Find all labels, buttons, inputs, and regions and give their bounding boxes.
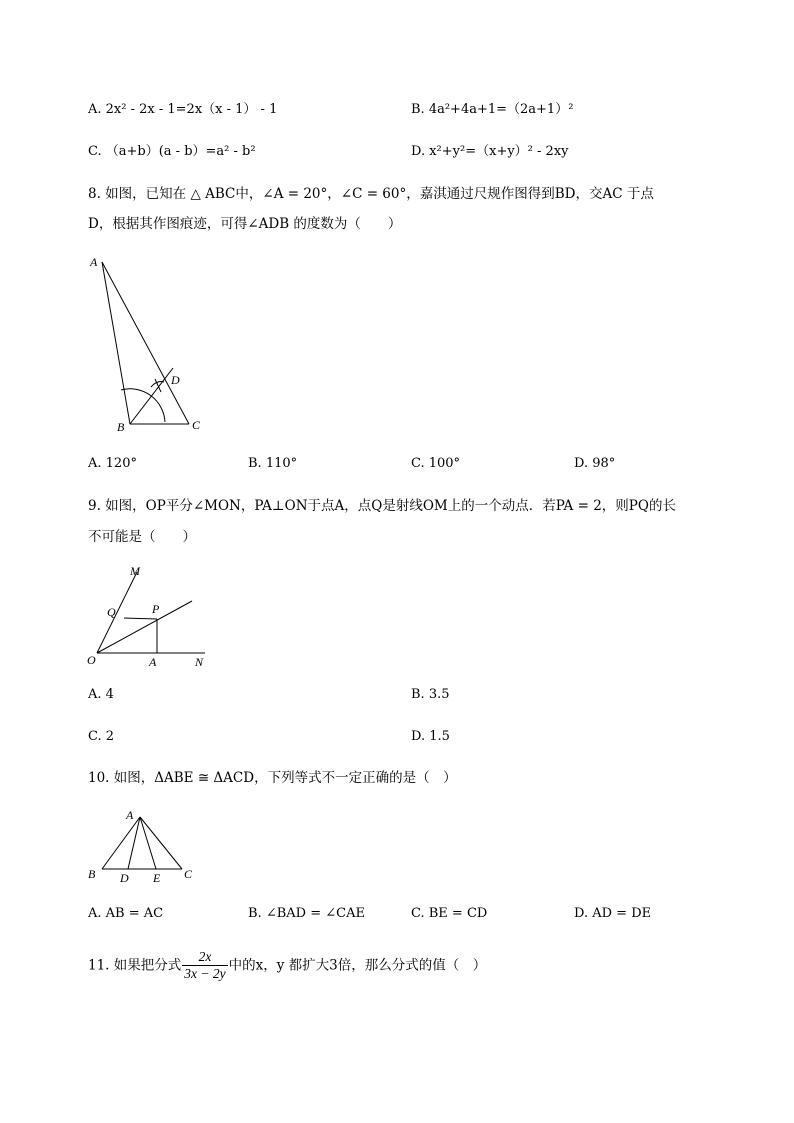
q9-option-b: B. 3.5 [411,687,450,702]
label-a: A [126,808,134,822]
q8-option-d: D. 98° [574,456,616,471]
q10-figure-triangle [85,805,205,885]
segment-ae [140,817,156,869]
q11-suffix: 中的x，y 都扩大3倍，那么分式的值（ ） [228,957,487,974]
label-a: A [90,255,98,269]
q10-option-d: D. AD = DE [574,906,652,921]
label-o: O [87,653,96,667]
q10-option-a: A. AB = AC [88,906,164,921]
segment-pq [124,618,157,619]
side-ac [140,817,182,869]
q11-fraction [182,949,227,982]
q7-option-d: D. x²+y²=（x+y）² - 2xy [411,144,569,159]
q11-prefix: 11. 如果把分式 [88,957,182,974]
label-m: M [130,564,140,578]
label-b: B [117,420,125,434]
construction-arc [121,389,165,422]
q8-option-a: A. 120° [88,456,137,471]
q8-option-c: C. 100° [411,456,461,471]
q8-stem-line2: D，根据其作图痕迹，可得∠ADB 的度数为（ ） [88,216,402,232]
q9-option-c: C. 2 [88,729,115,744]
label-e: E [153,871,161,885]
q10-option-b: B. ∠BAD = ∠CAE [248,906,365,921]
q11-fraction-numerator: 2x [182,949,227,966]
label-a: A [149,655,157,669]
q10-option-c: C. BE = CD [411,906,488,921]
q9-stem-line1: 9. 如图，OP平分∠MON，PA⊥ON于点A，点Q是射线OM上的一个动点．若PA = 2，则PQ的长 [88,498,676,514]
q8-figure-triangle [85,250,225,435]
side-ab [102,262,130,424]
label-n: N [195,655,204,669]
q10-stem: 10. 如图，ΔABE ≅ ΔACD，下列等式不一定正确的是（ ） [88,770,457,786]
label-d: D [120,871,129,885]
label-c: C [184,867,193,881]
label-p: P [152,602,160,616]
q11-fraction-denominator: 3x − 2y [184,966,226,981]
q7-option-c: C. （a+b）(a - b）=a² - b² [88,144,256,159]
q7-option-b: B. 4a²+4a+1=（2a+1）² [411,102,574,117]
q8-stem-line1: 8. 如图，已知在 △ ABC中，∠A = 20°，∠C = 60°，嘉淇通过尺规作图得到BD，交AC 于点 [88,186,654,202]
q7-option-a: A. 2x² - 2x - 1=2x（x - 1） - 1 [88,102,278,117]
q11-stem [88,949,486,982]
ray-om [97,572,137,653]
q9-figure-angle [85,560,215,670]
side-ac [102,262,189,424]
label-c: C [192,418,201,432]
q8-option-b: B. 110° [248,456,298,471]
q9-option-a: A. 4 [88,687,114,702]
label-d: D [171,373,180,387]
q9-stem-line2: 不可能是（ ） [88,529,196,545]
label-q: Q [107,605,116,619]
label-b: B [88,867,96,881]
q9-option-d: D. 1.5 [411,729,450,744]
